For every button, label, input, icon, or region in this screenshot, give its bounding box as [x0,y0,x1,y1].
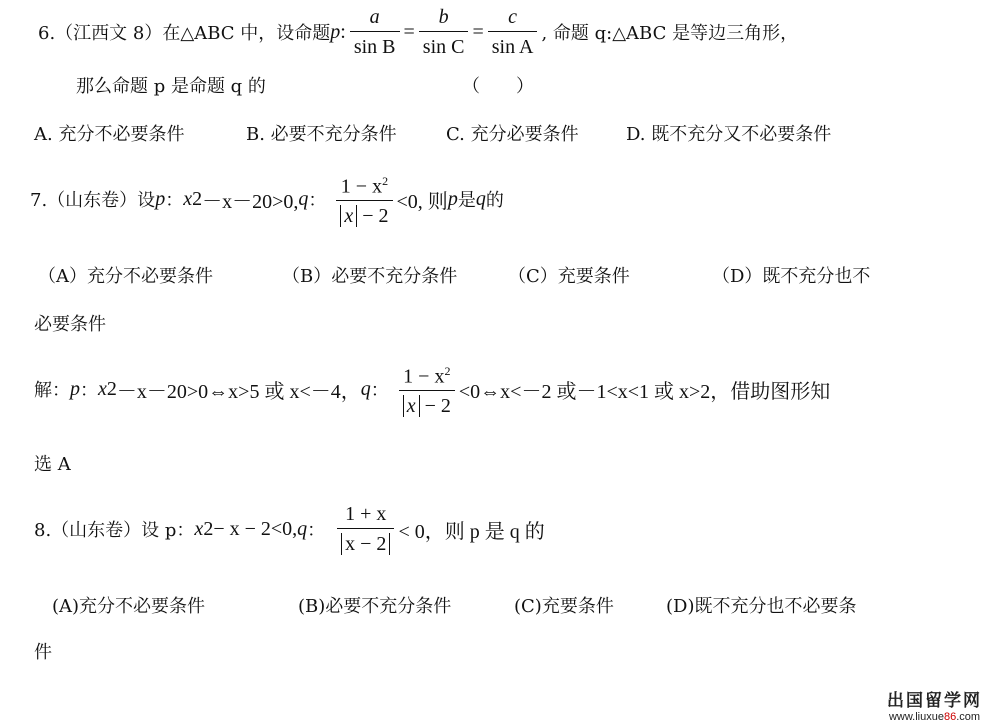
q6-line2 [76,72,266,98]
q7-mid: －x－20>0, [202,190,299,213]
solution-mid: －x－20>0⇔x>5 或 x<－4， [116,380,361,403]
q6-fraction-c: $\frac{c}{\text{sin A}}$ [488,5,538,60]
q8-option-b: (B)必要不充分条件 [298,596,452,617]
q6-p-symbol: p [330,20,341,43]
q6-lead: 6.（江西文 8）在△ABC 中，设命题 [38,23,331,44]
solution-q-colon: ： [370,380,389,401]
q7-option-d: （D）既不充分也不 [712,266,871,287]
q7-option-c: （C）充要条件 [508,266,630,287]
watermark-title: 出国留学网 [887,691,982,711]
q7-q-symbol: q [298,187,309,210]
q6-equals-2: = [472,20,484,43]
solution-tail: <0⇔x<－2 或－1<x<1 或 x>2，借助图形知 [458,380,831,403]
q7-exponent: 2 [192,187,203,210]
solution-p-symbol: p [70,377,80,400]
q6-fraction-a: $\frac{a}{\text{sin B}}$ [350,5,400,60]
q7-tail1: <0, 则 [396,190,448,213]
q8-q-symbol: q [297,517,308,540]
q8-mid: − x − 2<0, [213,517,298,540]
q6-option-b: B. 必要不充分条件 [246,124,397,145]
q7-option-d-wrap: 必要条件 [34,314,106,335]
q8-lead: 8.（山东卷）设 p： [34,520,195,541]
q8-q-colon: ： [307,520,326,541]
solution-p-colon: ： [80,380,98,401]
q8-option-d: (D)既不充分也不必要条 [666,596,857,617]
solution-q-symbol: q [360,377,371,400]
q8-option-a: (A)充分不必要条件 [52,596,206,617]
q7-after-p: ： [165,190,184,211]
q7-tail2: 是 [457,190,476,211]
q7-tail3: 的 [485,190,504,211]
q7-x: x [183,187,193,210]
solution-x: x [98,377,107,400]
q8-x: x [194,517,204,540]
q7-tail-q: q [475,187,486,210]
q6-stem [38,2,798,62]
q7-lead: 7.（山东卷）设 [30,190,156,211]
q6-tail: , 命题 q:△ABC 是等边三角形， [541,23,799,44]
q7-option-a: （A）充分不必要条件 [38,266,213,287]
q6-colon: : [340,20,346,43]
q6-line2-text: 那么命题 p 是命题 q 的 [76,76,266,97]
q7-q-colon: ： [308,190,327,211]
q7-p-symbol: p [155,187,166,210]
q7-stem [30,166,504,232]
q6-fraction-b: $\frac{b}{\text{sin C}}$ [419,5,469,60]
q8-tail: < 0，则 p 是 q 的 [398,520,545,543]
q8-fraction: $\frac{1 + x}{x - 2}$ [337,502,394,557]
q6-equals-1: = [403,20,415,43]
solution-line2: 选 A [34,454,71,475]
solution-fraction: $\frac{1 - x^2}{x - 2}$ [399,359,455,420]
q8-option-c: (C)充要条件 [514,596,614,617]
q6-option-d: D. 既不充分又不必要条件 [626,124,832,145]
q8-stem [34,494,545,564]
q7-option-b: （B）必要不充分条件 [282,266,458,287]
q6-option-c: C. 充分必要条件 [446,124,579,145]
q7-fraction: $\frac{1 - x^2}{x - 2}$ [336,169,392,230]
solution-exponent: 2 [106,377,117,400]
q8-exponent: 2 [203,517,214,540]
q7-tail-p: p [447,187,458,210]
solution-lead: 解： [34,380,70,401]
q7-solution [34,354,830,424]
q6-option-a: A. 充分不必要条件 [34,124,185,145]
q6-answer-paren: （ ） [462,76,534,97]
watermark [887,686,982,723]
watermark-url: www.liuxue86.com [888,711,981,723]
q8-option-d-wrap: 件 [34,642,52,663]
